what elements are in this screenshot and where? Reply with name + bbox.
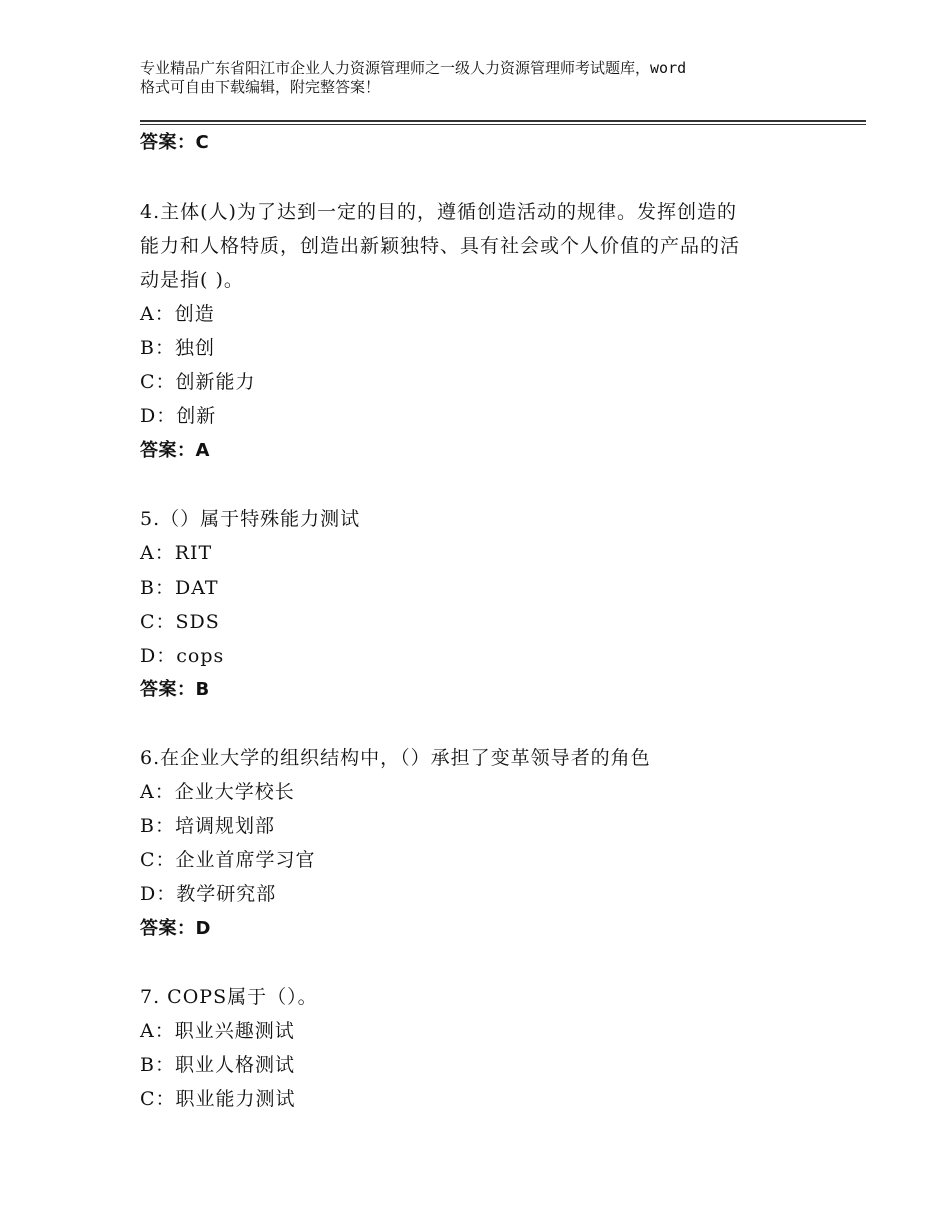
header-line-1: 专业精品广东省阳江市企业人力资源管理师之一级人力资源管理师考试题库，word: [140, 59, 687, 77]
question-5-option-c: C：SDS: [140, 611, 220, 633]
question-6-option-b: B：培调规划部: [140, 815, 275, 837]
header-rule-thick: [140, 120, 866, 122]
question-5-option-d: D：cops: [140, 645, 225, 667]
question-6-option-d: D：教学研究部: [140, 883, 277, 905]
question-6-option-a: A：企业大学校长: [140, 781, 295, 803]
question-6-option-c: C：企业首席学习官: [140, 849, 316, 871]
question-6-answer: 答案：D: [140, 918, 211, 939]
question-4-option-d: D：创新: [140, 405, 217, 427]
question-4-stem-1: 4.主体(人)为了达到一定的目的，遵循创造活动的规律。发挥创造的: [140, 201, 737, 223]
question-5-stem: 5.（）属于特殊能力测试: [140, 508, 361, 530]
question-4-option-b: B：独创: [140, 337, 215, 359]
question-4-stem-2: 能力和人格特质，创造出新颖独特、具有社会或个人价值的产品的活: [140, 235, 741, 257]
answer-previous: 答案：C: [140, 132, 210, 153]
question-5-answer: 答案：B: [140, 679, 210, 700]
question-5-option-b: B：DAT: [140, 577, 219, 599]
question-6-stem: 6.在企业大学的组织结构中，（）承担了变革领导者的角色: [140, 747, 651, 769]
question-4-answer: 答案：A: [140, 440, 210, 461]
question-5-option-a: A：RIT: [140, 542, 213, 564]
header-rule-thin: [140, 124, 866, 125]
question-7-option-b: B：职业人格测试: [140, 1054, 295, 1076]
question-7-option-a: A：职业兴趣测试: [140, 1020, 295, 1042]
header-line-2: 格式可自由下载编辑，附完整答案！: [140, 78, 381, 96]
document-header: [140, 59, 840, 97]
question-4-option-a: A：创造: [140, 303, 215, 325]
question-7-option-c: C：职业能力测试: [140, 1088, 296, 1110]
question-4-option-c: C：创新能力: [140, 371, 256, 393]
question-4-stem-3: 动是指( )。: [140, 269, 244, 291]
question-7-stem: 7. COPS属于（）。: [140, 986, 318, 1008]
